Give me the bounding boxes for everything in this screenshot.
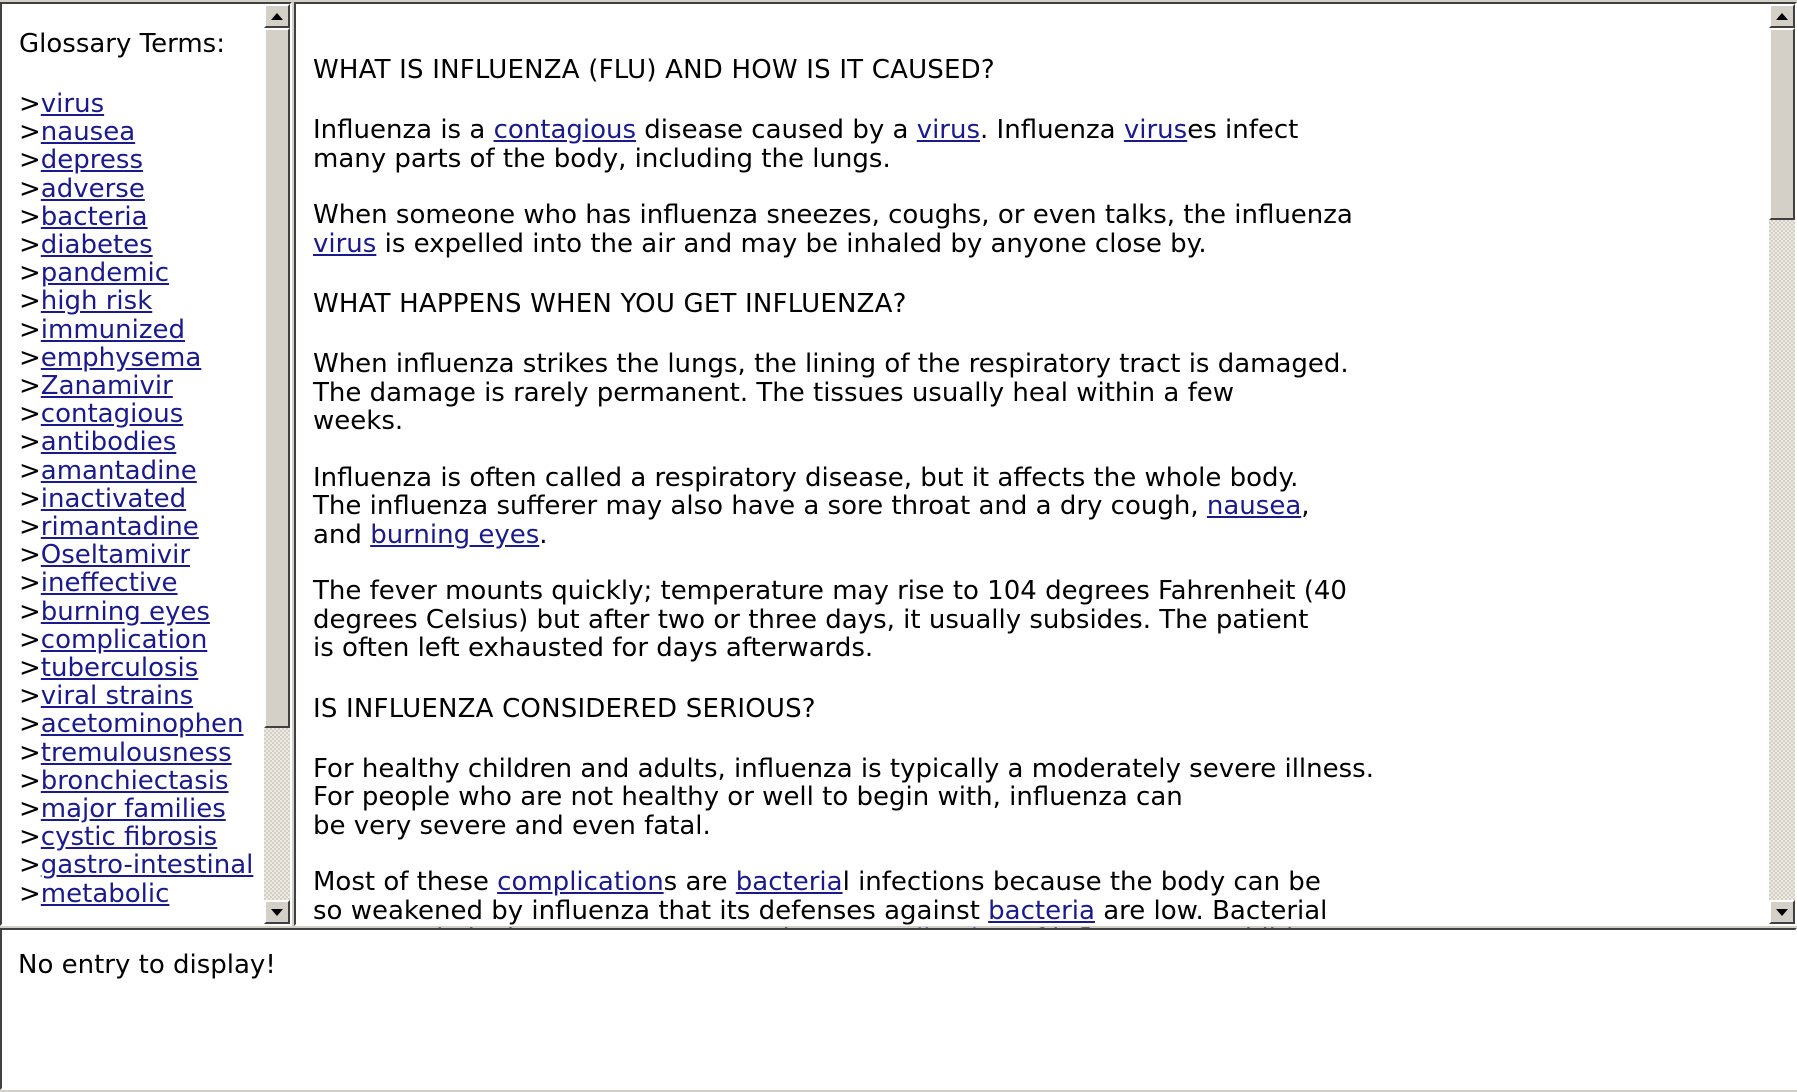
glossary-item: >burning eyes (19, 596, 210, 627)
glossary-term-link[interactable]: immunized (40, 314, 186, 345)
arrow-up-icon (271, 13, 283, 20)
article-paragraph (313, 464, 1433, 550)
section-heading: WHAT IS INFLUENZA (FLU) AND HOW IS IT CAUSED? (313, 55, 995, 85)
text-run: Influenza is often called a respiratory disease, but it affects the whole body. The influenza sufferer may also have a sore throat and a dry cough, (313, 462, 1299, 521)
scroll-down-button[interactable] (1769, 900, 1795, 924)
glossary-item: >emphysema (19, 342, 202, 373)
glossary-term-link[interactable]: amantadine (40, 455, 197, 486)
glossary-item: >major families (19, 794, 226, 825)
glossary-item: >gastro-intestinal (19, 850, 254, 881)
glossary-term-link[interactable]: depress (40, 145, 144, 176)
scroll-down-button[interactable] (264, 900, 290, 924)
text-run: es infect many parts of the body, including the lungs. (313, 115, 1299, 174)
glossary-item: >diabetes (19, 230, 153, 261)
glossary-item: >amantadine (19, 455, 197, 486)
text-run: Most of these (313, 867, 498, 897)
glossary-term-link[interactable]: high risk (40, 286, 153, 317)
glossary-item: >Zanamivir (19, 371, 173, 402)
glossary-item: >immunized (19, 314, 186, 345)
glossary-term-link[interactable]: tremulousness (40, 737, 232, 768)
arrow-down-icon (1776, 909, 1788, 916)
glossary-title: Glossary Terms: (19, 29, 225, 59)
glossary-item: >adverse (19, 173, 145, 204)
glossary-term-link[interactable]: burning eyes (40, 596, 210, 627)
glossary-item: >high risk (19, 286, 153, 317)
glossary-term-link[interactable]: acetominophen (40, 709, 244, 740)
glossary-item: >pandemic (19, 258, 170, 289)
glossary-item: >inactivated (19, 483, 187, 514)
glossary-item: >tremulousness (19, 737, 232, 768)
text-run: s are (663, 867, 736, 897)
glossary-term-link[interactable]: rimantadine (40, 512, 199, 543)
glossary-term-link[interactable]: emphysema (40, 342, 202, 373)
glossary-item: >nausea (19, 117, 136, 148)
glossary-panel (2, 4, 264, 908)
article (296, 4, 1433, 954)
definition-frame (0, 928, 1797, 1090)
glossary-term-link[interactable]: contagious (40, 399, 184, 430)
glossary-item: >depress (19, 145, 144, 176)
article-paragraph (313, 116, 1433, 173)
glossary-term-link[interactable]: diabetes (40, 230, 153, 261)
section-heading: WHAT HAPPENS WHEN YOU GET INFLUENZA? (313, 289, 907, 319)
text-run: l infections because the body can be so weakened by influenza that its defenses against (313, 867, 1321, 926)
glossary-link[interactable]: complication (497, 867, 664, 897)
glossary-term-link[interactable]: Oseltamivir (40, 540, 191, 571)
glossary-item: >metabolic (19, 878, 170, 909)
scroll-up-button[interactable] (264, 4, 290, 28)
article-scrollbar[interactable] (1769, 4, 1795, 924)
glossary-term-link[interactable]: bronchiectasis (40, 765, 229, 796)
glossary-item: >acetominophen (19, 709, 244, 740)
glossary-link[interactable]: burning eyes (370, 519, 540, 550)
section-heading: IS INFLUENZA CONSIDERED SERIOUS? (313, 693, 816, 724)
glossary-item: >viral strains (19, 681, 194, 712)
glossary-item: >bronchiectasis (19, 765, 229, 796)
glossary-item: >antibodies (19, 427, 177, 458)
glossary-term-list (19, 90, 264, 908)
text-run: are low. Bacterial (1103, 895, 1328, 926)
glossary-link[interactable]: virus (916, 115, 981, 145)
glossary-link[interactable]: contagious (493, 115, 637, 145)
glossary-item: >complication (19, 624, 208, 655)
scroll-thumb[interactable] (264, 28, 290, 728)
glossary-link[interactable]: nausea (1206, 491, 1302, 521)
article-paragraph: The fever mounts quickly; temperature may rise to 104 degrees Fahrenheit (40 degrees Celsius) but after two or three days, it usually subsides. The patient is often left exhausted for days afterwards. (313, 576, 1347, 663)
glossary-item: >ineffective (19, 568, 178, 599)
article-scroll-area (296, 4, 1769, 924)
article-paragraph (313, 201, 1433, 258)
text-run: is expelled into the air and may be inhaled by anyone close by. (376, 228, 1207, 259)
article-frame (294, 2, 1797, 926)
text-run: , and (313, 491, 1310, 550)
glossary-term-link[interactable]: gastro-intestinal (40, 850, 254, 881)
glossary-term-link[interactable]: complication (40, 624, 208, 655)
glossary-item: >Oseltamivir (19, 540, 191, 571)
glossary-item: >contagious (19, 399, 184, 430)
glossary-term-link[interactable]: ineffective (40, 568, 178, 599)
scroll-thumb[interactable] (1769, 28, 1795, 220)
article-paragraph: When influenza strikes the lungs, the lining of the respiratory tract is damaged. The damage is rarely permanent. The tissues usually heal within a few weeks. (313, 349, 1349, 436)
glossary-link[interactable]: virus (1123, 115, 1188, 145)
glossary-term-link[interactable]: pandemic (40, 258, 170, 289)
glossary-item: >bacteria (19, 201, 148, 232)
glossary-frame (0, 2, 292, 926)
glossary-term-link[interactable]: tuberculosis (40, 653, 199, 684)
glossary-link[interactable]: virus (313, 228, 377, 259)
glossary-term-link[interactable]: Zanamivir (40, 371, 173, 402)
article-paragraph: For healthy children and adults, influenza is typically a moderately severe illness. For people who are not healthy or well to begin with, influenza can be very severe and even fatal. (313, 753, 1374, 841)
definition-message: No entry to display! (18, 950, 276, 980)
text-run: . Influenza (980, 115, 1124, 145)
glossary-term-link[interactable]: major families (40, 794, 226, 825)
text-run: When someone who has influenza sneezes, coughs, or even talks, the influenza (313, 200, 1353, 230)
glossary-link[interactable]: bacteria (988, 895, 1095, 926)
glossary-item: >cystic fibrosis (19, 822, 218, 853)
glossary-term-link[interactable]: cystic fibrosis (40, 822, 218, 853)
glossary-item: >virus (19, 89, 105, 119)
glossary-term-link[interactable]: adverse (40, 173, 145, 204)
text-run: disease caused by a (636, 115, 917, 145)
scroll-up-button[interactable] (1769, 4, 1795, 28)
arrow-up-icon (1776, 13, 1788, 20)
glossary-link[interactable]: bacteria (735, 867, 843, 897)
arrow-down-icon (271, 909, 283, 916)
glossary-term-link[interactable]: inactivated (40, 483, 187, 514)
text-run: Influenza is a (313, 115, 494, 145)
glossary-term-link[interactable]: virus (40, 89, 105, 119)
glossary-term-link[interactable]: viral strains (40, 681, 194, 712)
glossary-term-link[interactable]: metabolic (40, 878, 170, 909)
glossary-item: >tuberculosis (19, 653, 199, 684)
text-run: . (539, 519, 548, 550)
glossary-term-link[interactable]: nausea (40, 117, 136, 148)
glossary-scrollbar[interactable] (264, 4, 290, 924)
glossary-term-link[interactable]: antibodies (40, 427, 177, 458)
glossary-scroll-area (2, 4, 264, 924)
glossary-term-link[interactable]: bacteria (40, 201, 148, 232)
glossary-item: >rimantadine (19, 512, 199, 543)
